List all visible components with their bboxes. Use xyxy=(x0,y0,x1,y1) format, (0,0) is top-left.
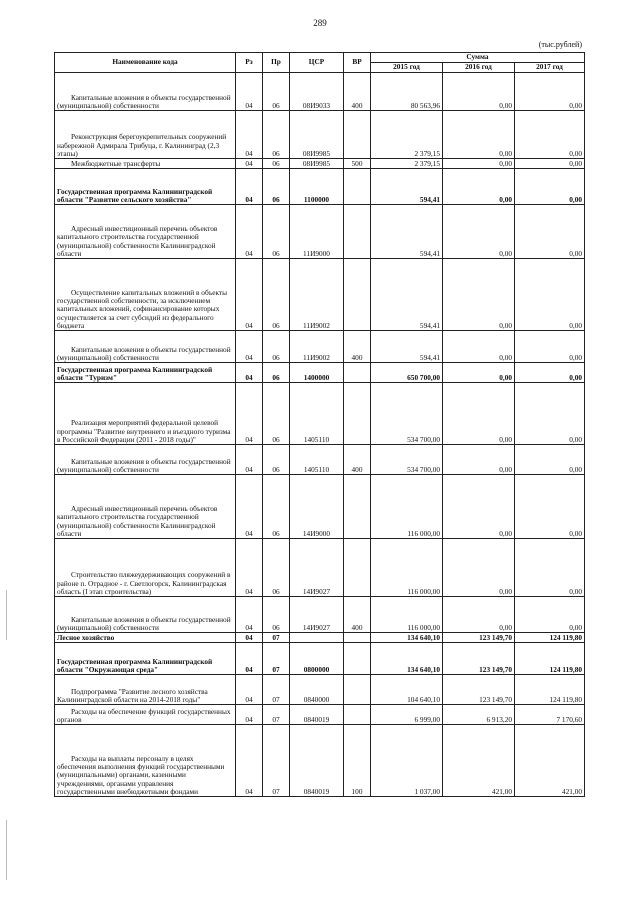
cell-y2015: 116 000,00 xyxy=(371,597,443,633)
cell-csr: 08И9985 xyxy=(290,111,344,159)
table-body xyxy=(55,73,585,797)
cell-name: Государственная программа Калининградской области "Туризм" xyxy=(55,363,236,383)
cell-pr: 06 xyxy=(263,597,290,633)
cell-csr: 1405110 xyxy=(290,445,344,475)
cell-name: Расходы на обеспечение функций государственных органов xyxy=(55,705,236,725)
header-2015: 2015 год xyxy=(371,63,443,73)
cell-csr: 08И9033 xyxy=(290,73,344,111)
table-header xyxy=(55,53,585,73)
cell-vr xyxy=(344,111,371,159)
cell-vr xyxy=(344,169,371,205)
table-row xyxy=(55,159,585,169)
cell-y2017: 0,00 xyxy=(515,73,585,111)
cell-y2015: 2 379,15 xyxy=(371,159,443,169)
cell-csr: 0800000 xyxy=(290,643,344,675)
cell-y2016: 123 149,70 xyxy=(443,675,515,705)
cell-pr: 06 xyxy=(263,383,290,445)
cell-y2015: 594,41 xyxy=(371,169,443,205)
cell-y2015: 650 700,00 xyxy=(371,363,443,383)
cell-y2017: 0,00 xyxy=(515,475,585,539)
cell-y2015: 1 037,00 xyxy=(371,725,443,797)
cell-pr: 07 xyxy=(263,705,290,725)
cell-y2015: 534 700,00 xyxy=(371,383,443,445)
cell-rz: 04 xyxy=(236,169,263,205)
table-row xyxy=(55,445,585,475)
cell-name: Осуществление капитальных вложений в объекты государственной собственности, за исключением капитальных вложений, софинансирование которых осуществляется за счет субсидий из федерального бюджета xyxy=(55,259,236,331)
cell-y2015: 134 640,10 xyxy=(371,633,443,643)
cell-csr: 11И9002 xyxy=(290,331,344,363)
cell-y2017: 0,00 xyxy=(515,111,585,159)
cell-pr: 06 xyxy=(263,169,290,205)
cell-rz: 04 xyxy=(236,539,263,597)
scan-edge-mark xyxy=(6,820,7,880)
cell-y2016: 0,00 xyxy=(443,445,515,475)
cell-vr xyxy=(344,383,371,445)
cell-vr: 400 xyxy=(344,331,371,363)
cell-y2016: 0,00 xyxy=(443,331,515,363)
cell-vr xyxy=(344,205,371,259)
cell-name: Адресный инвестиционный перечень объектов капитального строительства государственной (муниципальной) собственности Калининградской области xyxy=(55,475,236,539)
cell-csr: 0840019 xyxy=(290,705,344,725)
cell-pr: 06 xyxy=(263,475,290,539)
cell-y2016: 6 913,20 xyxy=(443,705,515,725)
table-row xyxy=(55,169,585,205)
cell-pr: 06 xyxy=(263,205,290,259)
cell-rz: 04 xyxy=(236,675,263,705)
table-row xyxy=(55,633,585,643)
header-csr: ЦСР xyxy=(290,53,344,73)
page-number: 289 xyxy=(313,18,327,28)
header-2017: 2017 год xyxy=(515,63,585,73)
table-row xyxy=(55,205,585,259)
cell-pr: 06 xyxy=(263,363,290,383)
cell-name: Капитальные вложения в объекты государственной (муниципальной) собственности xyxy=(55,445,236,475)
cell-y2015: 104 640,10 xyxy=(371,675,443,705)
units-label: (тыс.рублей) xyxy=(538,40,582,49)
table-row xyxy=(55,705,585,725)
cell-pr: 07 xyxy=(263,675,290,705)
cell-y2016: 0,00 xyxy=(443,159,515,169)
cell-csr: 1400000 xyxy=(290,363,344,383)
cell-name: Межбюджетные трансферты xyxy=(55,159,236,169)
cell-vr xyxy=(344,475,371,539)
cell-rz: 04 xyxy=(236,383,263,445)
cell-y2015: 534 700,00 xyxy=(371,445,443,475)
header-rz: Рз xyxy=(236,53,263,73)
cell-csr: 08И9985 xyxy=(290,159,344,169)
cell-y2016: 0,00 xyxy=(443,169,515,205)
cell-y2016: 421,00 xyxy=(443,725,515,797)
cell-y2017: 0,00 xyxy=(515,383,585,445)
cell-y2017: 0,00 xyxy=(515,259,585,331)
cell-csr xyxy=(290,633,344,643)
cell-vr: 400 xyxy=(344,597,371,633)
cell-pr: 07 xyxy=(263,725,290,797)
cell-rz: 04 xyxy=(236,363,263,383)
table-row xyxy=(55,383,585,445)
cell-y2016: 0,00 xyxy=(443,475,515,539)
table-row xyxy=(55,331,585,363)
cell-name: Реализация мероприятий федеральной целевой программы "Развитие внутреннего и въездного туризма в Российской Федерации (2011 - 2018 годы)" xyxy=(55,383,236,445)
table-row xyxy=(55,73,585,111)
cell-vr: 400 xyxy=(344,445,371,475)
cell-name: Строительство пляжеудерживающих сооружений в районе п. Отрадное - г. Светлогорск, Калининградская область (I этап строительства) xyxy=(55,539,236,597)
cell-rz: 04 xyxy=(236,205,263,259)
header-pr: Пр xyxy=(263,53,290,73)
cell-y2016: 123 149,70 xyxy=(443,643,515,675)
cell-y2016: 0,00 xyxy=(443,259,515,331)
cell-rz: 04 xyxy=(236,725,263,797)
cell-y2017: 0,00 xyxy=(515,597,585,633)
cell-csr: 14И9027 xyxy=(290,539,344,597)
cell-vr xyxy=(344,259,371,331)
cell-csr: 14И9000 xyxy=(290,475,344,539)
cell-csr: 11И9002 xyxy=(290,259,344,331)
cell-y2015: 594,41 xyxy=(371,331,443,363)
cell-y2016: 0,00 xyxy=(443,539,515,597)
cell-rz: 04 xyxy=(236,445,263,475)
header-sum: Сумма xyxy=(371,53,585,63)
cell-y2016: 0,00 xyxy=(443,383,515,445)
cell-y2015: 116 000,00 xyxy=(371,539,443,597)
cell-y2017: 0,00 xyxy=(515,331,585,363)
cell-y2016: 0,00 xyxy=(443,597,515,633)
table-row xyxy=(55,597,585,633)
cell-csr: 1100000 xyxy=(290,169,344,205)
cell-csr: 0840019 xyxy=(290,725,344,797)
cell-y2015: 6 999,00 xyxy=(371,705,443,725)
table-row xyxy=(55,363,585,383)
cell-y2015: 2 379,15 xyxy=(371,111,443,159)
cell-name: Расходы на выплаты персоналу в целях обеспечения выполнения функций государственными (муниципальными) органами, казенными учреждениями, органами управления государственными внебюджетными фондами xyxy=(55,725,236,797)
cell-rz: 04 xyxy=(236,73,263,111)
cell-pr: 06 xyxy=(263,73,290,111)
cell-vr xyxy=(344,643,371,675)
cell-name: Государственная программа Калининградской области "Развитие сельского хозяйства" xyxy=(55,169,236,205)
cell-name: Подпрограмма "Развитие лесного хозяйства Калининградской области на 2014-2018 годы" xyxy=(55,675,236,705)
table-row xyxy=(55,111,585,159)
header-vr: ВР xyxy=(344,53,371,73)
cell-pr: 07 xyxy=(263,643,290,675)
table-row xyxy=(55,539,585,597)
cell-pr: 06 xyxy=(263,159,290,169)
cell-csr: 0840000 xyxy=(290,675,344,705)
table-row xyxy=(55,475,585,539)
cell-rz: 04 xyxy=(236,331,263,363)
cell-y2017: 0,00 xyxy=(515,159,585,169)
cell-y2015: 594,41 xyxy=(371,205,443,259)
cell-rz: 04 xyxy=(236,259,263,331)
cell-y2017: 124 119,80 xyxy=(515,675,585,705)
cell-y2016: 0,00 xyxy=(443,73,515,111)
cell-name: Государственная программа Калининградской области "Окружающая среда" xyxy=(55,643,236,675)
cell-pr: 07 xyxy=(263,633,290,643)
budget-table xyxy=(54,52,585,797)
cell-pr: 06 xyxy=(263,111,290,159)
cell-pr: 06 xyxy=(263,539,290,597)
cell-vr xyxy=(344,705,371,725)
cell-vr: 500 xyxy=(344,159,371,169)
cell-vr: 100 xyxy=(344,725,371,797)
cell-pr: 06 xyxy=(263,445,290,475)
cell-csr: 14И9027 xyxy=(290,597,344,633)
cell-name: Реконструкция берегоукрепительных сооружений набережной Адмирала Трибуца, г. Калининград (2,3 этапы) xyxy=(55,111,236,159)
cell-csr: 1405110 xyxy=(290,383,344,445)
cell-rz: 04 xyxy=(236,111,263,159)
cell-name: Лесное хозяйство xyxy=(55,633,236,643)
cell-y2015: 134 640,10 xyxy=(371,643,443,675)
cell-name: Капитальные вложения в объекты государственной (муниципальной) собственности xyxy=(55,597,236,633)
cell-pr: 06 xyxy=(263,259,290,331)
scan-edge-mark xyxy=(6,590,7,640)
cell-y2017: 124 119,80 xyxy=(515,643,585,675)
cell-csr: 11И9000 xyxy=(290,205,344,259)
table-row xyxy=(55,643,585,675)
cell-vr xyxy=(344,363,371,383)
cell-y2017: 0,00 xyxy=(515,169,585,205)
cell-rz: 04 xyxy=(236,159,263,169)
cell-y2017: 0,00 xyxy=(515,445,585,475)
cell-y2016: 0,00 xyxy=(443,363,515,383)
header-2016: 2016 год xyxy=(443,63,515,73)
cell-name: Капитальные вложения в объекты государственной (муниципальной) собственности xyxy=(55,73,236,111)
cell-rz: 04 xyxy=(236,643,263,675)
cell-rz: 04 xyxy=(236,705,263,725)
cell-y2016: 123 149,70 xyxy=(443,633,515,643)
cell-y2015: 594,41 xyxy=(371,259,443,331)
cell-y2017: 0,00 xyxy=(515,539,585,597)
cell-rz: 04 xyxy=(236,633,263,643)
cell-y2015: 116 000,00 xyxy=(371,475,443,539)
cell-y2017: 124 119,80 xyxy=(515,633,585,643)
table-row xyxy=(55,259,585,331)
cell-pr: 06 xyxy=(263,331,290,363)
cell-y2017: 0,00 xyxy=(515,363,585,383)
cell-name: Капитальные вложения в объекты государственной (муниципальной) собственности xyxy=(55,331,236,363)
cell-y2017: 0,00 xyxy=(515,205,585,259)
cell-y2017: 421,00 xyxy=(515,725,585,797)
cell-y2016: 0,00 xyxy=(443,205,515,259)
table-row xyxy=(55,725,585,797)
cell-name: Адресный инвестиционный перечень объектов капитального строительства государственной (муниципальной) собственности Калининградской области xyxy=(55,205,236,259)
cell-vr xyxy=(344,539,371,597)
cell-y2017: 7 170,60 xyxy=(515,705,585,725)
cell-vr xyxy=(344,675,371,705)
table-row xyxy=(55,675,585,705)
cell-y2016: 0,00 xyxy=(443,111,515,159)
cell-vr: 400 xyxy=(344,73,371,111)
header-name: Наименование кода xyxy=(55,53,236,73)
cell-rz: 04 xyxy=(236,597,263,633)
cell-vr xyxy=(344,633,371,643)
cell-rz: 04 xyxy=(236,475,263,539)
cell-y2015: 80 563,96 xyxy=(371,73,443,111)
